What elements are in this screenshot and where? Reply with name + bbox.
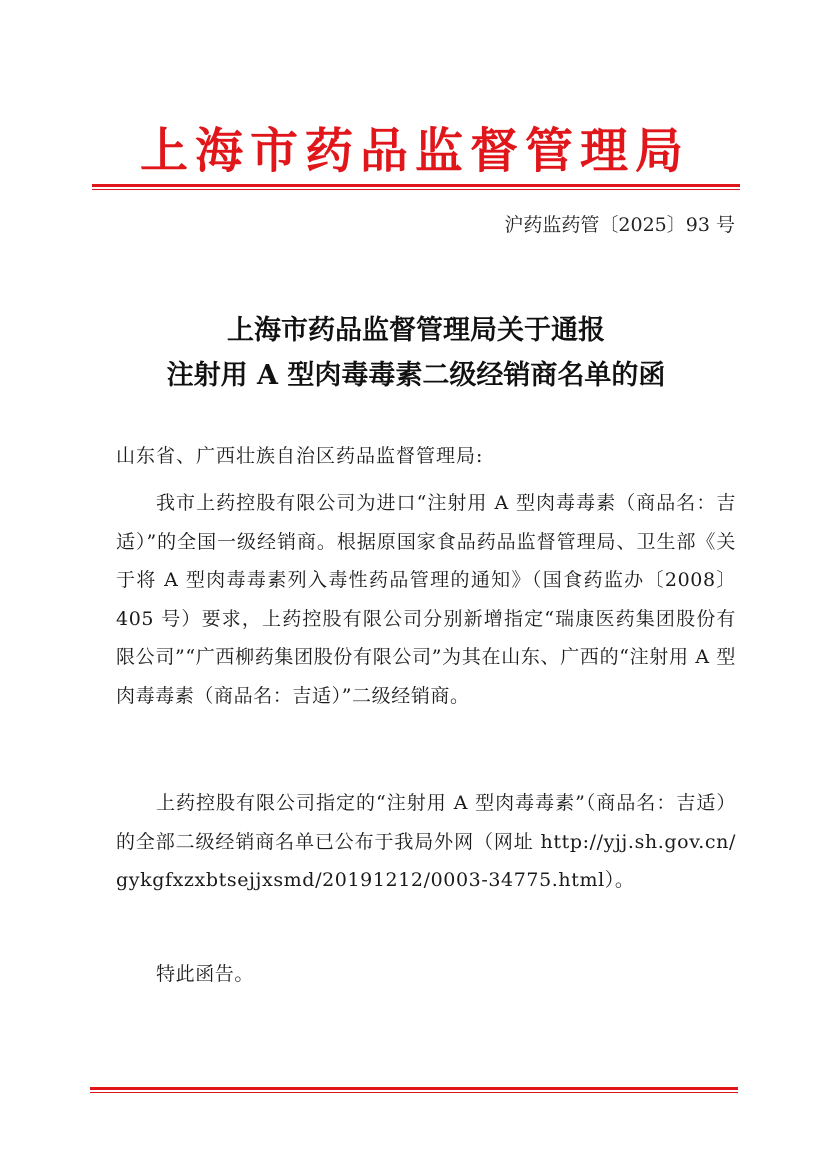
title-line-2: 注射用 A 型肉毒毒素二级经销商名单的函 (166, 360, 666, 391)
closing-remark: 特此函告。 (156, 963, 255, 985)
masthead-divider (92, 184, 740, 190)
body-paragraph-1: 我市上药控股有限公司为进口“注射用 A 型肉毒毒素（商品名：吉适）”的全国一级经销商。根据原国家食品药品监督管理局、卫生部《关于将 A 型肉毒毒素列入毒性药品管理的通知》（国食药监办〔2008〕405 号）要求，上药控股有限公司分别新增指定“瑞康医药集团股份有限公司”“广西柳药集团股份有限公司”为其在山东、广西的“注射用 A 型肉毒毒素（商品名：吉适）”二级经销商。 (116, 492, 736, 707)
agency-masthead: 上海市药品监督管理局 (139, 123, 690, 179)
document-number: 沪药监药管〔2025〕93 号 (504, 214, 735, 236)
body-paragraph-2: 上药控股有限公司指定的“注射用 A 型肉毒毒素”（商品名：吉适）的全部二级经销商名单已公布于我局外网（网址 http://yjj.sh.gov.cn/gykgfxzxbtsejjxsmd/20191212/0003-34775.html）。 (116, 792, 736, 891)
title-line-1: 上海市药品监督管理局关于通报 (227, 315, 605, 346)
document-title (92, 308, 740, 398)
addressee: 山东省、广西壮族自治区药品监督管理局: (116, 445, 484, 467)
footer-divider (90, 1087, 738, 1093)
